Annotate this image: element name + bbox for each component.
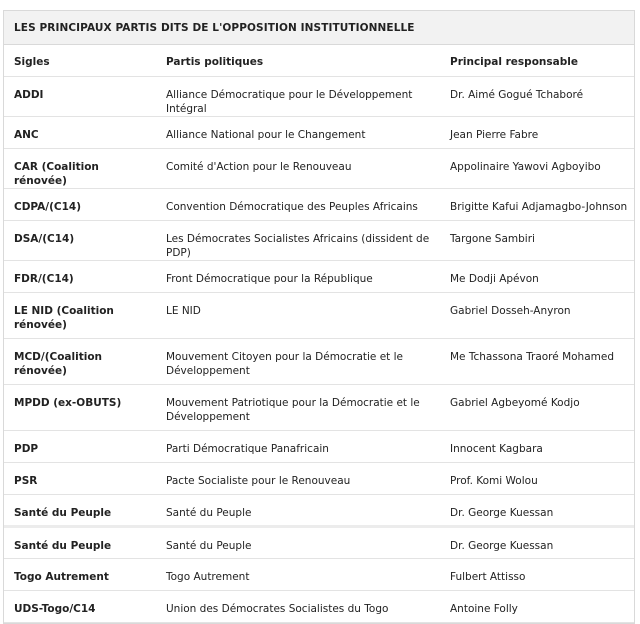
sigle-cell: PSR	[4, 462, 156, 494]
parties-table	[4, 45, 634, 623]
party-cell: Alliance Démocratique pour le Développement Intégral	[156, 76, 440, 116]
sigle-cell: Santé du Peuple	[4, 494, 156, 526]
table-row	[4, 430, 634, 462]
sigle-cell: FDR/(C14)	[4, 260, 156, 292]
table-row	[4, 220, 634, 260]
table-title: LES PRINCIPAUX PARTIS DITS DE L'OPPOSITION INSTITUTIONNELLE	[4, 11, 634, 45]
table-row	[4, 558, 634, 590]
party-cell: Les Démocrates Socialistes Africains (dissident de PDP)	[156, 220, 440, 260]
opposition-parties-table-container	[3, 10, 635, 624]
header-sigles: Sigles	[4, 45, 156, 76]
party-cell: Front Démocratique pour la République	[156, 260, 440, 292]
sigle-cell: MPDD (ex-OBUTS)	[4, 384, 156, 430]
sigle-cell: CAR (Coalition rénovée)	[4, 148, 156, 188]
header-responsable: Principal responsable	[440, 45, 634, 76]
party-cell: Mouvement Citoyen pour la Démocratie et le Développement	[156, 338, 440, 384]
sigle-cell: UDS-Togo/C14	[4, 590, 156, 622]
sigle-cell: Santé du Peuple	[4, 526, 156, 558]
sigle-cell: Togo Autrement	[4, 558, 156, 590]
sigle-cell: DSA/(C14)	[4, 220, 156, 260]
party-cell: Togo Autrement	[156, 558, 440, 590]
responsable-cell: Me Tchassona Traoré Mohamed	[440, 338, 634, 384]
responsable-cell: Gabriel Agbeyomé Kodjo	[440, 384, 634, 430]
table-row	[4, 76, 634, 116]
responsable-cell: Dr. George Kuessan	[440, 494, 634, 526]
party-cell: Santé du Peuple	[156, 494, 440, 526]
responsable-cell: Jean Pierre Fabre	[440, 116, 634, 148]
table-row	[4, 384, 634, 430]
table-row	[4, 292, 634, 338]
party-cell: Santé du Peuple	[156, 526, 440, 558]
party-cell: LE NID	[156, 292, 440, 338]
responsable-cell: Me Dodji Apévon	[440, 260, 634, 292]
party-cell: Parti Démocratique Panafricain	[156, 430, 440, 462]
party-cell: Comité d'Action pour le Renouveau	[156, 148, 440, 188]
table-row	[4, 462, 634, 494]
responsable-cell: Dr. George Kuessan	[440, 526, 634, 558]
table-row	[4, 494, 634, 526]
table-row	[4, 590, 634, 622]
responsable-cell: Antoine Folly	[440, 590, 634, 622]
table-row	[4, 116, 634, 148]
sigle-cell: LE NID (Coalition rénovée)	[4, 292, 156, 338]
responsable-cell: Gabriel Dosseh-Anyron	[440, 292, 634, 338]
sigle-cell: CDPA/(C14)	[4, 188, 156, 220]
responsable-cell: Prof. Komi Wolou	[440, 462, 634, 494]
sigle-cell: ADDI	[4, 76, 156, 116]
header-row	[4, 45, 634, 76]
party-cell: Pacte Socialiste pour le Renouveau	[156, 462, 440, 494]
party-cell: Convention Démocratique des Peuples Africains	[156, 188, 440, 220]
party-cell: Union des Démocrates Socialistes du Togo	[156, 590, 440, 622]
table-row	[4, 260, 634, 292]
table-row	[4, 526, 634, 558]
responsable-cell: Appolinaire Yawovi Agboyibo	[440, 148, 634, 188]
responsable-cell: Targone Sambiri	[440, 220, 634, 260]
sigle-cell: ANC	[4, 116, 156, 148]
responsable-cell: Fulbert Attisso	[440, 558, 634, 590]
sigle-cell: PDP	[4, 430, 156, 462]
party-cell: Mouvement Patriotique pour la Démocratie et le Développement	[156, 384, 440, 430]
responsable-cell: Brigitte Kafui Adjamagbo-Johnson	[440, 188, 634, 220]
table-row	[4, 148, 634, 188]
sigle-cell: MCD/(Coalition rénovée)	[4, 338, 156, 384]
responsable-cell: Dr. Aimé Gogué Tchaboré	[440, 76, 634, 116]
table-row	[4, 188, 634, 220]
header-partis: Partis politiques	[156, 45, 440, 76]
table-row	[4, 338, 634, 384]
party-cell: Alliance National pour le Changement	[156, 116, 440, 148]
responsable-cell: Innocent Kagbara	[440, 430, 634, 462]
